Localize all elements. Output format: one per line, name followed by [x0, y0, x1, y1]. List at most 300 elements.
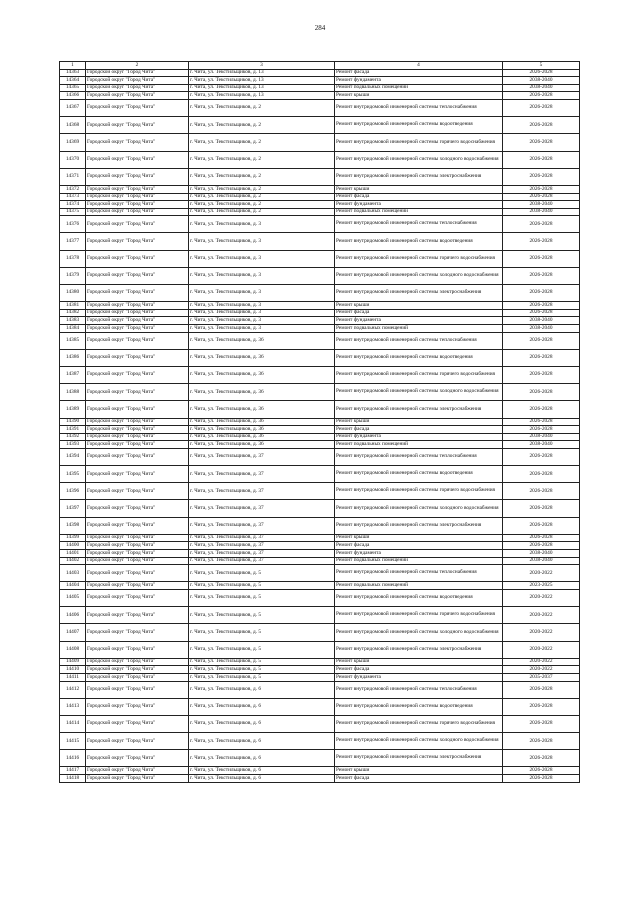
period-cell: 2026-2028 [503, 534, 580, 542]
work-type-cell: Ремонт внутридомовой инженерной системы электроснабжения [335, 641, 503, 658]
row-number-cell: 14389 [60, 401, 86, 418]
column-header-3: 3 [189, 62, 335, 70]
work-type-cell: Ремонт внутридомовой инженерной системы теплоснабжения [335, 565, 503, 582]
municipality-cell: Городской округ "Город Чита" [86, 168, 189, 185]
municipality-cell: Городской округ "Город Чита" [86, 534, 189, 542]
period-cell: 2026-2028 [503, 185, 580, 193]
work-type-cell: Ремонт подвальных помещений [335, 84, 503, 92]
period-cell: 2026-2028 [503, 698, 580, 715]
period-cell: 2026-2028 [503, 285, 580, 302]
municipality-cell: Городской округ "Город Чита" [86, 542, 189, 550]
row-number-cell: 14411 [60, 673, 86, 681]
table-row [60, 84, 580, 92]
table-row [60, 681, 580, 698]
period-cell: 2026-2028 [503, 500, 580, 517]
work-type-cell: Ремонт подвальных помещений [335, 325, 503, 333]
work-type-cell: Ремонт фундамента [335, 673, 503, 681]
address-cell: г. Чита, ул. Текстильщиков, д. 6 [189, 767, 335, 775]
municipality-cell: Городской округ "Город Чита" [86, 698, 189, 715]
address-cell: г. Чита, ул. Текстильщиков, д. 6 [189, 715, 335, 732]
work-type-cell: Ремонт внутридомовой инженерной системы электроснабжения [335, 750, 503, 767]
period-cell: 2038-2040 [503, 325, 580, 333]
municipality-cell: Городской округ "Город Чита" [86, 590, 189, 607]
table-row [60, 441, 580, 449]
table-row [60, 201, 580, 209]
work-type-cell: Ремонт фундамента [335, 77, 503, 85]
address-cell: г. Чита, ул. Текстильщиков, д. 37 [189, 500, 335, 517]
work-type-cell: Ремонт внутридомовой инженерной системы холодного водоснабжения [335, 384, 503, 401]
row-number-cell: 14418 [60, 775, 86, 783]
address-cell: г. Чита, ул. Текстильщиков, д. 37 [189, 542, 335, 550]
row-number-cell: 14406 [60, 607, 86, 624]
table-row [60, 767, 580, 775]
table-row [60, 557, 580, 565]
period-cell: 2026-2028 [503, 681, 580, 698]
municipality-cell: Городской округ "Город Чита" [86, 208, 189, 216]
table-row [60, 550, 580, 558]
period-cell: 2026-2028 [503, 418, 580, 426]
municipality-cell: Городской округ "Город Чита" [86, 384, 189, 401]
table-row [60, 92, 580, 100]
municipality-cell: Городской округ "Город Чита" [86, 267, 189, 284]
column-header-1: 1 [60, 62, 86, 70]
work-type-cell: Ремонт внутридомовой инженерной системы холодного водоснабжения [335, 500, 503, 517]
period-cell: 2026-2028 [503, 309, 580, 317]
table-row [60, 302, 580, 310]
table-row [60, 607, 580, 624]
row-number-cell: 14387 [60, 366, 86, 383]
table-row [60, 69, 580, 77]
period-cell: 2026-2028 [503, 193, 580, 201]
work-type-cell: Ремонт внутридомовой инженерной системы водоотведения [335, 698, 503, 715]
work-type-cell: Ремонт внутридомовой инженерной системы водоотведения [335, 590, 503, 607]
municipality-cell: Городской округ "Город Чита" [86, 582, 189, 590]
address-cell: г. Чита, ул. Текстильщиков, д. 5 [189, 673, 335, 681]
row-number-cell: 14391 [60, 426, 86, 434]
address-cell: г. Чита, ул. Текстильщиков, д. 36 [189, 384, 335, 401]
address-cell: г. Чита, ул. Текстильщиков, д. 5 [189, 624, 335, 641]
municipality-cell: Городской округ "Город Чита" [86, 117, 189, 134]
period-cell: 2038-2040 [503, 84, 580, 92]
address-cell: г. Чита, ул. Текстильщиков, д. 3 [189, 309, 335, 317]
address-cell: г. Чита, ул. Текстильщиков, д. 36 [189, 349, 335, 366]
work-type-cell: Ремонт внутридомовой инженерной системы водоотведения [335, 233, 503, 250]
municipality-cell: Городской округ "Город Чита" [86, 426, 189, 434]
address-cell: г. Чита, ул. Текстильщиков, д. 36 [189, 366, 335, 383]
row-number-cell: 14379 [60, 267, 86, 284]
table-row [60, 624, 580, 641]
address-cell: г. Чита, ул. Текстильщиков, д. 5 [189, 582, 335, 590]
work-type-cell: Ремонт внутридомовой инженерной системы электроснабжения [335, 401, 503, 418]
work-type-cell: Ремонт внутридомовой инженерной системы горячего водоснабжения [335, 483, 503, 500]
municipality-cell: Городской округ "Город Чита" [86, 302, 189, 310]
period-cell: 2026-2028 [503, 134, 580, 151]
municipality-cell: Городской округ "Город Чита" [86, 201, 189, 209]
period-cell: 2026-2028 [503, 366, 580, 383]
table-row [60, 193, 580, 201]
table-row [60, 151, 580, 168]
period-cell: 2026-2028 [503, 767, 580, 775]
municipality-cell: Городской округ "Город Чита" [86, 607, 189, 624]
table-row [60, 349, 580, 366]
municipality-cell: Городской округ "Город Чита" [86, 681, 189, 698]
work-type-cell: Ремонт подвальных помещений [335, 557, 503, 565]
table-row [60, 168, 580, 185]
table-row [60, 715, 580, 732]
address-cell: г. Чита, ул. Текстильщиков, д. 2 [189, 208, 335, 216]
work-type-cell: Ремонт крыши [335, 185, 503, 193]
row-number-cell: 14385 [60, 332, 86, 349]
municipality-cell: Городской округ "Город Чита" [86, 750, 189, 767]
column-header-2: 2 [86, 62, 189, 70]
work-type-cell: Ремонт внутридомовой инженерной системы горячего водоснабжения [335, 607, 503, 624]
row-number-cell: 14413 [60, 698, 86, 715]
address-cell: г. Чита, ул. Текстильщиков, д. 2 [189, 185, 335, 193]
table-row [60, 267, 580, 284]
table-body [60, 69, 580, 782]
work-type-cell: Ремонт фундамента [335, 550, 503, 558]
work-type-cell: Ремонт фасада [335, 426, 503, 434]
table-header [60, 62, 580, 70]
period-cell: 2026-2028 [503, 92, 580, 100]
period-cell: 2038-2040 [503, 208, 580, 216]
work-type-cell: Ремонт фасада [335, 309, 503, 317]
work-type-cell: Ремонт фундамента [335, 317, 503, 325]
row-number-cell: 14388 [60, 384, 86, 401]
row-number-cell: 14417 [60, 767, 86, 775]
work-type-cell: Ремонт фундамента [335, 433, 503, 441]
address-cell: г. Чита, ул. Текстильщиков, д. 13 [189, 84, 335, 92]
address-cell: г. Чита, ул. Текстильщиков, д. 2 [189, 151, 335, 168]
row-number-cell: 14394 [60, 448, 86, 465]
column-header-5: 5 [503, 62, 580, 70]
address-cell: г. Чита, ул. Текстильщиков, д. 6 [189, 681, 335, 698]
period-cell: 2026-2028 [503, 99, 580, 116]
table-row [60, 309, 580, 317]
table-row [60, 285, 580, 302]
work-type-cell: Ремонт внутридомовой инженерной системы горячего водоснабжения [335, 366, 503, 383]
page-number: 284 [314, 24, 326, 32]
municipality-cell: Городской округ "Город Чита" [86, 550, 189, 558]
address-cell: г. Чита, ул. Текстильщиков, д. 3 [189, 233, 335, 250]
table-row [60, 750, 580, 767]
municipality-cell: Городской округ "Город Чита" [86, 775, 189, 783]
period-cell: 2020-2022 [503, 607, 580, 624]
work-type-cell: Ремонт внутридомовой инженерной системы горячего водоснабжения [335, 250, 503, 267]
address-cell: г. Чита, ул. Текстильщиков, д. 6 [189, 733, 335, 750]
period-cell: 2026-2028 [503, 466, 580, 483]
table-row [60, 384, 580, 401]
address-cell: г. Чита, ул. Текстильщиков, д. 37 [189, 448, 335, 465]
period-cell: 2026-2028 [503, 733, 580, 750]
table-row [60, 366, 580, 383]
municipality-cell: Городской округ "Город Чита" [86, 483, 189, 500]
table-row [60, 418, 580, 426]
table-row [60, 641, 580, 658]
municipality-cell: Городской округ "Город Чита" [86, 216, 189, 233]
work-type-cell: Ремонт крыши [335, 658, 503, 666]
period-cell: 2020-2022 [503, 658, 580, 666]
period-cell: 2020-2022 [503, 666, 580, 674]
row-number-cell: 14399 [60, 534, 86, 542]
address-cell: г. Чита, ул. Текстильщиков, д. 3 [189, 325, 335, 333]
period-cell: 2026-2028 [503, 250, 580, 267]
municipality-cell: Городской округ "Город Чита" [86, 69, 189, 77]
table-row [60, 666, 580, 674]
work-type-cell: Ремонт крыши [335, 302, 503, 310]
period-cell: 2026-2028 [503, 426, 580, 434]
table-row [60, 448, 580, 465]
address-cell: г. Чита, ул. Текстильщиков, д. 5 [189, 641, 335, 658]
row-number-cell: 14390 [60, 418, 86, 426]
address-cell: г. Чита, ул. Текстильщиков, д. 5 [189, 565, 335, 582]
row-number-cell: 14407 [60, 624, 86, 641]
period-cell: 2026-2028 [503, 117, 580, 134]
table-row [60, 208, 580, 216]
row-number-cell: 14381 [60, 302, 86, 310]
work-type-cell: Ремонт внутридомовой инженерной системы водоотведения [335, 117, 503, 134]
municipality-cell: Городской округ "Город Чита" [86, 366, 189, 383]
work-type-cell: Ремонт фасада [335, 193, 503, 201]
municipality-cell: Городской округ "Город Чита" [86, 99, 189, 116]
address-cell: г. Чита, ул. Текстильщиков, д. 3 [189, 250, 335, 267]
address-cell: г. Чита, ул. Текстильщиков, д. 36 [189, 401, 335, 418]
address-cell: г. Чита, ул. Текстильщиков, д. 37 [189, 534, 335, 542]
period-cell: 2026-2028 [503, 750, 580, 767]
row-number-cell: 14392 [60, 433, 86, 441]
municipality-cell: Городской округ "Город Чита" [86, 433, 189, 441]
table-row [60, 216, 580, 233]
municipality-cell: Городской округ "Город Чита" [86, 325, 189, 333]
row-number-cell: 14403 [60, 565, 86, 582]
address-cell: г. Чита, ул. Текстильщиков, д. 13 [189, 69, 335, 77]
table-row [60, 426, 580, 434]
row-number-cell: 14393 [60, 441, 86, 449]
period-cell: 2035-2037 [503, 673, 580, 681]
period-cell: 2026-2028 [503, 517, 580, 534]
table-row [60, 658, 580, 666]
row-number-cell: 14396 [60, 483, 86, 500]
period-cell: 2038-2040 [503, 77, 580, 85]
table-row [60, 325, 580, 333]
period-cell: 2020-2022 [503, 641, 580, 658]
table-row [60, 433, 580, 441]
address-cell: г. Чита, ул. Текстильщиков, д. 5 [189, 666, 335, 674]
municipality-cell: Городской округ "Город Чита" [86, 517, 189, 534]
column-header-4: 4 [335, 62, 503, 70]
address-cell: г. Чита, ул. Текстильщиков, д. 13 [189, 92, 335, 100]
period-cell: 2020-2022 [503, 624, 580, 641]
municipality-cell: Городской округ "Город Чита" [86, 285, 189, 302]
row-number-cell: 14408 [60, 641, 86, 658]
table-row [60, 185, 580, 193]
municipality-cell: Городской округ "Город Чита" [86, 401, 189, 418]
row-number-cell: 14367 [60, 99, 86, 116]
table-row [60, 565, 580, 582]
address-cell: г. Чита, ул. Текстильщиков, д. 2 [189, 201, 335, 209]
row-number-cell: 14414 [60, 715, 86, 732]
row-number-cell: 14364 [60, 77, 86, 85]
address-cell: г. Чита, ул. Текстильщиков, д. 2 [189, 134, 335, 151]
address-cell: г. Чита, ул. Текстильщиков, д. 5 [189, 607, 335, 624]
period-cell: 2038-2040 [503, 550, 580, 558]
table-row [60, 117, 580, 134]
period-cell: 2026-2028 [503, 267, 580, 284]
work-type-cell: Ремонт внутридомовой инженерной системы теплоснабжения [335, 216, 503, 233]
table-row [60, 332, 580, 349]
period-cell: 2038-2040 [503, 557, 580, 565]
address-cell: г. Чита, ул. Текстильщиков, д. 3 [189, 285, 335, 302]
municipality-cell: Городской округ "Город Чита" [86, 441, 189, 449]
period-cell: 2026-2028 [503, 332, 580, 349]
work-type-cell: Ремонт крыши [335, 92, 503, 100]
address-cell: г. Чита, ул. Текстильщиков, д. 3 [189, 302, 335, 310]
address-cell: г. Чита, ул. Текстильщиков, д. 36 [189, 418, 335, 426]
row-number-cell: 14386 [60, 349, 86, 366]
table-row [60, 500, 580, 517]
row-number-cell: 14378 [60, 250, 86, 267]
municipality-cell: Городской округ "Город Чита" [86, 317, 189, 325]
work-type-cell: Ремонт подвальных помещений [335, 208, 503, 216]
table-row [60, 317, 580, 325]
municipality-cell: Городской округ "Город Чита" [86, 673, 189, 681]
table-row [60, 733, 580, 750]
period-cell: 2038-2040 [503, 317, 580, 325]
work-type-cell: Ремонт фасада [335, 666, 503, 674]
address-cell: г. Чита, ул. Текстильщиков, д. 3 [189, 216, 335, 233]
table-row [60, 673, 580, 681]
table-row [60, 542, 580, 550]
work-type-cell: Ремонт внутридомовой инженерной системы теплоснабжения [335, 448, 503, 465]
work-type-cell: Ремонт внутридомовой инженерной системы холодного водоснабжения [335, 733, 503, 750]
municipality-cell: Городской округ "Город Чита" [86, 332, 189, 349]
period-cell: 2020-2022 [503, 590, 580, 607]
table-row [60, 401, 580, 418]
work-type-cell: Ремонт внутридомовой инженерной системы горячего водоснабжения [335, 715, 503, 732]
address-cell: г. Чита, ул. Текстильщиков, д. 5 [189, 658, 335, 666]
table-row [60, 698, 580, 715]
table-row [60, 99, 580, 116]
period-cell: 2026-2028 [503, 401, 580, 418]
period-cell: 2026-2028 [503, 542, 580, 550]
row-number-cell: 14401 [60, 550, 86, 558]
address-cell: г. Чита, ул. Текстильщиков, д. 36 [189, 426, 335, 434]
address-cell: г. Чита, ул. Текстильщиков, д. 36 [189, 441, 335, 449]
row-number-cell: 14402 [60, 557, 86, 565]
row-number-cell: 14410 [60, 666, 86, 674]
row-number-cell: 14416 [60, 750, 86, 767]
work-type-cell: Ремонт внутридомовой инженерной системы теплоснабжения [335, 99, 503, 116]
municipality-cell: Городской округ "Город Чита" [86, 500, 189, 517]
period-cell: 2026-2028 [503, 233, 580, 250]
work-type-cell: Ремонт внутридомовой инженерной системы горячего водоснабжения [335, 134, 503, 151]
address-cell: г. Чита, ул. Текстильщиков, д. 37 [189, 557, 335, 565]
municipality-cell: Городской округ "Город Чита" [86, 565, 189, 582]
row-number-cell: 14370 [60, 151, 86, 168]
row-number-cell: 14395 [60, 466, 86, 483]
address-cell: г. Чита, ул. Текстильщиков, д. 6 [189, 750, 335, 767]
address-cell: г. Чита, ул. Текстильщиков, д. 37 [189, 517, 335, 534]
work-type-cell: Ремонт внутридомовой инженерной системы теплоснабжения [335, 681, 503, 698]
municipality-cell: Городской округ "Город Чита" [86, 349, 189, 366]
period-cell: 2026-2028 [503, 69, 580, 77]
work-type-cell: Ремонт крыши [335, 767, 503, 775]
period-cell: 2026-2028 [503, 775, 580, 783]
period-cell: 2020-2022 [503, 565, 580, 582]
municipality-cell: Городской округ "Город Чита" [86, 92, 189, 100]
row-number-cell: 14369 [60, 134, 86, 151]
municipality-cell: Городской округ "Город Чита" [86, 624, 189, 641]
work-type-cell: Ремонт фундамента [335, 201, 503, 209]
address-cell: г. Чита, ул. Текстильщиков, д. 6 [189, 698, 335, 715]
table-row [60, 466, 580, 483]
table-row [60, 250, 580, 267]
work-type-cell: Ремонт внутридомовой инженерной системы теплоснабжения [335, 332, 503, 349]
table-row [60, 517, 580, 534]
period-cell: 2026-2028 [503, 168, 580, 185]
period-cell: 2026-2028 [503, 151, 580, 168]
municipality-cell: Городской округ "Город Чита" [86, 448, 189, 465]
address-cell: г. Чита, ул. Текстильщиков, д. 2 [189, 193, 335, 201]
table-row [60, 77, 580, 85]
period-cell: 2023-2025 [503, 582, 580, 590]
period-cell: 2026-2028 [503, 216, 580, 233]
period-cell: 2038-2040 [503, 201, 580, 209]
table-row [60, 134, 580, 151]
row-number-cell: 14415 [60, 733, 86, 750]
row-number-cell: 14368 [60, 117, 86, 134]
row-number-cell: 14382 [60, 309, 86, 317]
work-type-cell: Ремонт крыши [335, 418, 503, 426]
period-cell: 2026-2028 [503, 302, 580, 310]
address-cell: г. Чита, ул. Текстильщиков, д. 37 [189, 550, 335, 558]
municipality-cell: Городской округ "Город Чита" [86, 733, 189, 750]
municipality-cell: Городской округ "Город Чита" [86, 309, 189, 317]
address-cell: г. Чита, ул. Текстильщиков, д. 3 [189, 267, 335, 284]
address-cell: г. Чита, ул. Текстильщиков, д. 5 [189, 590, 335, 607]
work-type-cell: Ремонт внутридомовой инженерной системы электроснабжения [335, 168, 503, 185]
table-row [60, 233, 580, 250]
repair-schedule-table [59, 61, 580, 783]
municipality-cell: Городской округ "Город Чита" [86, 250, 189, 267]
address-cell: г. Чита, ул. Текстильщиков, д. 3 [189, 317, 335, 325]
work-type-cell: Ремонт внутридомовой инженерной системы электроснабжения [335, 517, 503, 534]
table-row [60, 483, 580, 500]
row-number-cell: 14363 [60, 69, 86, 77]
header-row [60, 62, 580, 70]
row-number-cell: 14365 [60, 84, 86, 92]
table-row [60, 582, 580, 590]
period-cell: 2026-2028 [503, 448, 580, 465]
municipality-cell: Городской округ "Город Чита" [86, 466, 189, 483]
work-type-cell: Ремонт внутридомовой инженерной системы холодного водоснабжения [335, 267, 503, 284]
row-number-cell: 14405 [60, 590, 86, 607]
row-number-cell: 14372 [60, 185, 86, 193]
period-cell: 2026-2028 [503, 483, 580, 500]
municipality-cell: Городской округ "Город Чита" [86, 418, 189, 426]
row-number-cell: 14409 [60, 658, 86, 666]
municipality-cell: Городской округ "Город Чита" [86, 666, 189, 674]
address-cell: г. Чита, ул. Текстильщиков, д. 36 [189, 332, 335, 349]
work-type-cell: Ремонт внутридомовой инженерной системы водоотведения [335, 349, 503, 366]
period-cell: 2026-2028 [503, 384, 580, 401]
row-number-cell: 14398 [60, 517, 86, 534]
row-number-cell: 14374 [60, 201, 86, 209]
address-cell: г. Чита, ул. Текстильщиков, д. 2 [189, 117, 335, 134]
row-number-cell: 14397 [60, 500, 86, 517]
municipality-cell: Городской округ "Город Чита" [86, 134, 189, 151]
row-number-cell: 14412 [60, 681, 86, 698]
